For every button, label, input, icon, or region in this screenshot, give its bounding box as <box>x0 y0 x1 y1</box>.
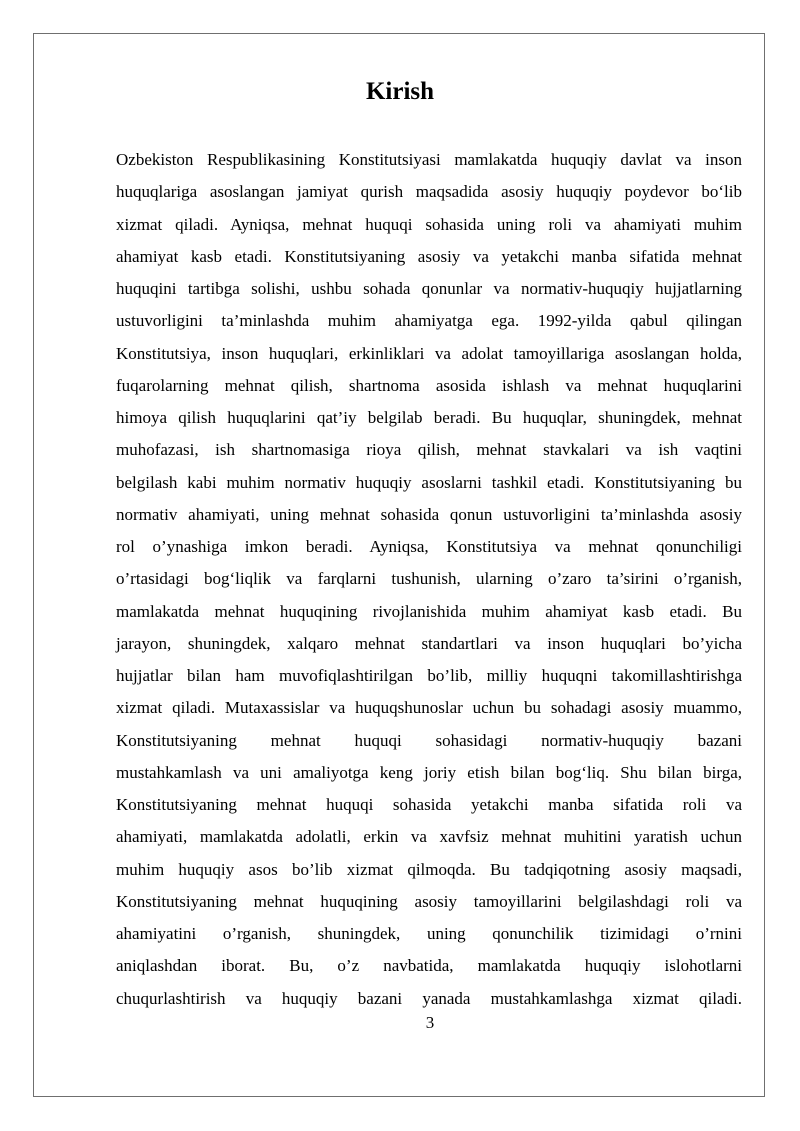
text-line: Konstitutsiya, inson huquqlari, erkinliklari va adolat tamoyillariga asoslangan holda, <box>116 343 742 363</box>
text-line: muhofazasi, ish shartnomasiga rioya qilish, mehnat stavkalari va ish vaqtini <box>116 440 742 460</box>
text-line: himoya qilish huquqlarini qat’iy belgilab beradi. Bu huquqlar, shuningdek, mehnat <box>116 408 742 427</box>
text-line: Konstitutsiyaning mehnat huquqi sohasida yetakchi manba sifatida roli va <box>116 795 742 814</box>
text-line: aniqlashdan iborat. Bu, o’z navbatida, mamlakatda huquqiy islohotlarni <box>116 956 742 976</box>
text-line: ahamiyatini o’rganish, shuningdek, uning qonunchilik tizimidagi o’rnini <box>116 924 742 943</box>
text-line: jarayon, shuningdek, xalqaro mehnat standartlari va inson huquqlari bo’yicha <box>116 633 742 653</box>
text-line: xizmat qiladi. Ayniqsa, mehnat huquqi sohasida uning roli va ahamiyati muhim <box>116 214 742 234</box>
text-line: hujjatlar bilan ham muvofiqlashtirilgan bo’lib, milliy huquqni takomillashtirishga <box>116 666 742 685</box>
text-line: fuqarolarning mehnat qilish, shartnoma asosida ishlash va mehnat huquqlarini <box>116 375 742 395</box>
page-number: 3 <box>425 1013 435 1032</box>
text-line: muhim huquqiy asos bo’lib xizmat qilmoqda. Bu tadqiqotning asosiy maqsadi, <box>116 859 742 879</box>
page-title: Kirish <box>365 78 435 105</box>
text-line: ustuvorligini ta’minlashda muhim ahamiyatga ega. 1992-yilda qabul qilingan <box>116 311 742 331</box>
text-line: ahamiyat kasb etadi. Konstitutsiyaning asosiy va yetakchi manba sifatida mehnat <box>116 246 742 266</box>
text-line: rol o’ynashiga imkon beradi. Ayniqsa, Konstitutsiya va mehnat qonunchiligi <box>116 537 742 556</box>
text-line: mamlakatda mehnat huquqining rivojlanishida muhim ahamiyat kasb etadi. Bu <box>116 601 742 621</box>
text-line: xizmat qiladi. Mutaxassislar va huquqshunoslar uchun bu sohadagi asosiy muammo, <box>116 698 742 718</box>
body-text <box>116 144 742 1015</box>
text-line: huquqini tartibga solishi, ushbu sohada qonunlar va normativ-huquqiy hujjatlarning <box>116 279 742 298</box>
text-line: o’rtasidagi bog‘liqlik va farqlarni tushunish, ularning o’zaro ta’sirini o’rganish, <box>116 569 742 589</box>
text-line: Konstitutsiyaning mehnat huquqi sohasidagi normativ-huquqiy bazani <box>116 730 742 750</box>
text-line: Ozbekiston Respublikasining Konstitutsiyasi mamlakatda huquqiy davlat va inson <box>116 150 742 169</box>
text-line: chuqurlashtirish va huquqiy bazani yanada mustahkamlashga xizmat qiladi. <box>116 988 742 1008</box>
text-line: mustahkamlash va uni amaliyotga keng joriy etish bilan bog‘liq. Shu bilan birga, <box>116 762 742 782</box>
text-line: huquqlariga asoslangan jamiyat qurish maqsadida asosiy huquqiy poydevor bo‘lib <box>116 182 742 202</box>
text-line: belgilash kabi muhim normativ huquqiy asoslarni tashkil etadi. Konstitutsiyaning bu <box>116 472 742 492</box>
text-line: ahamiyati, mamlakatda adolatli, erkin va xavfsiz mehnat muhitini yaratish uchun <box>116 827 742 847</box>
text-line: normativ ahamiyati, uning mehnat sohasida qonun ustuvorligini ta’minlashda asosiy <box>116 504 742 524</box>
text-line: Konstitutsiyaning mehnat huquqining asosiy tamoyillarini belgilashdagi roli va <box>116 891 742 911</box>
